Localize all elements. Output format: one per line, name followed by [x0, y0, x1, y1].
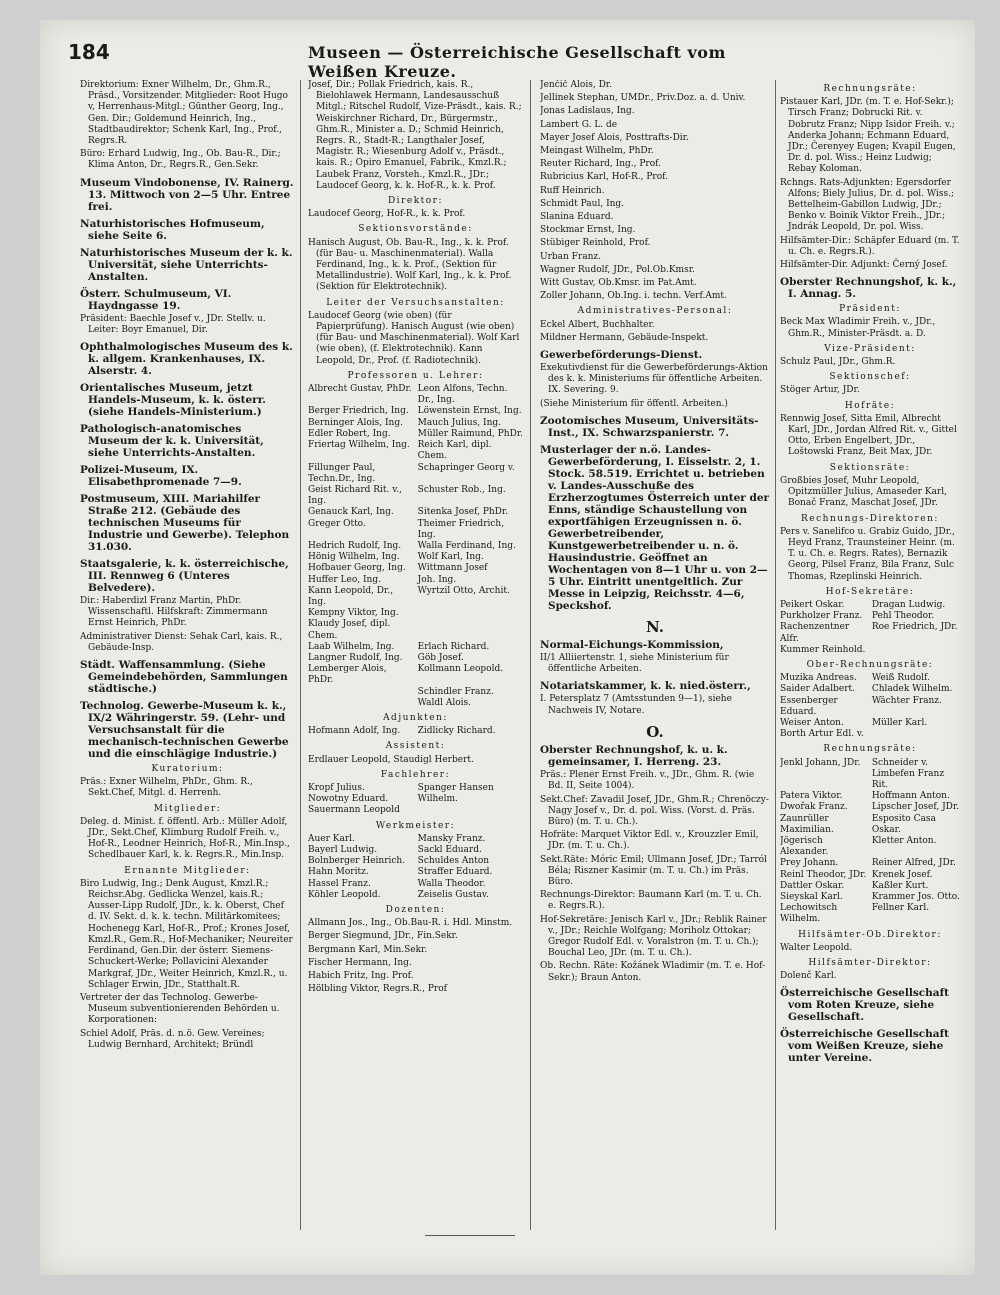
directory-entry: Administrativer Dienst: Sehak Carl, kais. R., Gebäude-Insp. [80, 631, 283, 653]
institution-heading: Musterlager der n.ö. Landes-Gewerbeförderung, I. Eisselstr. 2, 1. Stock. 58.519. Errichtet u. betrieben v. Landes-Ausschuße des Erzherzogtumes Österreich unter der Enns, ständige Schaustellung von exportfähigen Erzeugnissen n. ö. Gewerbetreibender, Kunstgewerbetreibender u. n. ö. Hausindustrie. Geöffnet an Wochentagen von 8—1 Uhr u. von 2—5 Uhr. Eintritt unentgeltlich. Zur Messe in Leipzig, Reichsstr. 4—6, Speckshof. [540, 443, 770, 612]
entry-name: Jenkl Johann, JDr. [780, 757, 861, 768]
directory-entry: Rubricius Karl, Hof-R., Prof. [540, 172, 669, 183]
section-label: Hof-Sekretäre: [825, 586, 915, 597]
name-pair-row [308, 541, 523, 552]
name-pair-row [780, 645, 960, 656]
letter-heading: N. [646, 617, 664, 636]
directory-entry: Schulz Paul, JDr., Ghm.R. [780, 357, 896, 368]
directory-entry: Jellinek Stephan, UMDr., Priv.Doz. a. d. Univ. [540, 93, 746, 104]
section-label: Ober-Rechnungsräte: [806, 659, 934, 670]
entry-name: Jögerisch Alexander. [780, 835, 829, 858]
entry-name: Löwenstein Ernst, Ing. [417, 406, 522, 417]
institution-heading: Naturhistorisches Hofmuseum, siehe Seite 6. [80, 217, 265, 242]
entry-name [872, 729, 960, 740]
name-pair-row [308, 783, 523, 794]
institution-heading: Oberster Rechnungshof, k. k., I. Annag. 5. [780, 276, 957, 301]
entry-name: Kaßler Kurt. [871, 880, 929, 891]
directory-entry: Dolenč Karl. [780, 971, 837, 982]
entry-name: Spanger Hansen [417, 782, 494, 793]
directory-entry: Bergmann Karl, Min.Sekr. [308, 944, 428, 955]
entry-name: Weiß Rudolf. [871, 673, 930, 684]
name-pair-row [780, 729, 960, 740]
section-label: Professoren u. Lehrer: [347, 370, 484, 381]
institution-heading: Museum Vindobonense, IV. Rainerg. 13. Mittwoch von 2—5 Uhr. Entree frei. [80, 176, 294, 213]
column-2 [308, 80, 523, 1250]
entry-name: Peikert Oskar. [780, 599, 845, 610]
name-pair-row [308, 406, 523, 417]
directory-entry: Präs.: Plener Ernst Freih. v., JDr., Ghm. R. (wie Bd. II, Seite 1004). [540, 770, 755, 792]
entry-name: Reinl Theodor, JDr. [780, 869, 867, 880]
column-divider [300, 80, 301, 1230]
directory-entry: Präs.: Exner Wilhelm, PhDr., Ghm. R., Sekt.Chef, Mitgl. d. Herrenh. [80, 777, 253, 799]
section-label: Fachlehrer: [380, 769, 451, 780]
entry-name: Bolnberger Heinrich. [308, 856, 406, 867]
name-pair-row [308, 698, 523, 709]
entry-name: Schuster Rob., Ing. [417, 484, 506, 495]
entry-name: Borth Artur Edl. v. [780, 729, 864, 740]
section-label: Adjunkten: [383, 712, 448, 723]
directory-entry: Josef, Dir.; Pollak Friedrich, kais. R., Bielohlawek Hermann, Landesausschuß Mitgl.; Ritschel Rudolf, Vize-Präsdt., kais. R.; Weiskirchner Richard, Dr., Bürgermstr., Ghm.R., Minister a. D.; Schmid Heinrich, Regrs. R., Stadt-R.; Langthaler Josef, Magistr. R.; Wiesenburg Adolf v., Präsdt., kais. R.; Opiro Emanuel, Fabrik., Kmzl.R.; Laubek Franz, Vorsteh., Kmzl.R., JDr.; Laudocef Georg, k. k. Hof-R., k. k. Prof. [308, 80, 522, 191]
entry-name: Klaudy Josef, dipl. Chem. [308, 619, 391, 641]
name-pair-row [308, 519, 523, 541]
name-pair-row [780, 684, 960, 695]
directory-entry: Allmann Jos., Ing., Ob.Bau-R. i. Hdl. Minstm. [308, 918, 513, 929]
column-1 [80, 80, 295, 1250]
entry-name [418, 805, 523, 816]
name-pair-row [308, 418, 523, 429]
entry-name: Schneider v. Limbefen Franz Rit. [871, 757, 945, 790]
entry-name: Dragan Ludwig. [871, 599, 946, 610]
directory-entry: Witt Gustav, Ob.Kmsr. im Pat.Amt. [540, 278, 697, 289]
institution-heading: Städt. Waffensammlung. (Siehe Gemeindebehörden, Sammlungen städtische.) [80, 659, 288, 696]
directory-entry: Berger Siegmund, JDr., Fin.Sekr. [308, 931, 458, 942]
section-label: Sektionsvorstände: [358, 224, 473, 235]
entry-name: Mauch Julius, Ing. [417, 417, 502, 428]
name-pair-row [308, 834, 523, 845]
entry-name: Kann Leopold, Dr., Ing. [308, 585, 394, 607]
entry-name: Göb Josef. [417, 652, 464, 663]
entry-name: Theimer Friedrich, Ing. [417, 518, 505, 540]
directory-entry: Deleg. d. Minist. f. öffentl. Arb.: Müller Adolf, JDr., Sekt.Chef, Klimburg Rudolf Freih. v., Hof-R., Leodner Heinrich, Hof-R., Min.Insp., Schedlbauer Karl, k. k. Regrs.R., Min.Insp. [80, 816, 290, 861]
directory-entry: Pistauer Karl, JDr. (m. T. e. Hof-Sekr.); Tirsch Franz; Dobrucki Rit. v. Dobrutz Franz; Nipp Isidor Freih. v.; Anderka Johann; Echmann Eduard, JDr.; Čerenyey Eugen; Kvapil Eugen, Dr. d. pol. Wiss.; Heinz Ludwig; Rebay Koloman. [780, 97, 956, 175]
entry-name: Fillunger Paul, Techn.Dr., Ing. [308, 462, 376, 484]
entry-name: Zidlicky Richard. [417, 726, 496, 737]
directory-entry: Hölbling Viktor, Regrs.R., Prof [308, 984, 447, 995]
directory-entry: Erdlauer Leopold, Staudigl Herbert. [308, 754, 474, 765]
directory-entry: Hanisch August, Ob. Bau-R., Ing., k. k. Prof. (für Bau- u. Maschinenmaterial). Walla Ferdinand, Ing., k. k. Prof., (Sektion für Metallindustrie). Wolf Karl, Ing., k. k. Prof. (Sektion für Elektrotechnik). [308, 237, 512, 293]
entry-name: Genauck Karl, Ing. [308, 507, 394, 518]
entry-name: Köhler Leopold. [308, 889, 381, 900]
directory-entry: Präsident: Baechle Josef v., JDr. Stellv. u. Leiter: Boyr Emanuel, Dir. [80, 313, 266, 335]
entry-name [308, 698, 413, 709]
name-pair-row [780, 858, 960, 869]
institution-heading: Österreichische Gesellschaft vom Weißen Kreuze, siehe unter Vereine. [780, 1028, 949, 1065]
entry-name: Prey Johann. [780, 858, 839, 869]
entry-name [872, 645, 960, 656]
name-pair-row [780, 718, 960, 729]
name-pair-row [780, 611, 960, 622]
directory-entry: Stockmar Ernst, Ing. [540, 225, 636, 236]
section-label: Hofräte: [844, 400, 896, 411]
section-label: Mitglieder: [153, 803, 222, 814]
institution-heading: Polizei-Museum, IX. Elisabethpromenade 7—9. [80, 464, 242, 489]
name-pair-row [308, 608, 523, 619]
entry-name: Chladek Wilhelm. [871, 684, 953, 695]
entry-name: Erlach Richard. [417, 641, 490, 652]
directory-entry: Laudocef Georg, Hof-R., k. k. Prof. [308, 209, 466, 220]
directory-entry: Sekt.Chef: Zavadil Josef, JDr., Ghm.R.; Chrenöczy-Nagy Josef v., Dr. d. pol. Wiss. (Vorst. d. Präs. Büro) (m. T. u. Ch.). [540, 794, 769, 827]
directory-entry: Laudocef Georg (wie oben) (für Papierprüfung). Hanisch August (wie oben) (für Bau- und Maschinenmaterial). Wolf Karl (wie oben), (f. Elektrotechnik). Kann Leopold, Dr., Prof. (f. Radiotechnik). [308, 310, 520, 366]
directory-entry: Ruff Heinrich. [540, 185, 605, 196]
footer-rule [425, 1235, 515, 1236]
directory-entry: Rechnungs-Direktor: Baumann Karl (m. T. u. Ch. e. Regrs.R.). [540, 890, 762, 912]
name-pair-row [308, 664, 523, 686]
name-pair-row [308, 642, 523, 653]
entry-name: Hahn Moritz. [308, 867, 369, 878]
entry-name: Hofmann Adolf, Ing. [308, 726, 401, 737]
column-divider [530, 80, 531, 1230]
directory-entry: Schmidt Paul, Ing. [540, 198, 625, 209]
directory-entry: Lambert G. L. de [540, 119, 618, 130]
institution-heading: Pathologisch-anatomisches Museum der k. k. Universität, siehe Unterrichts-Anstalten. [80, 423, 264, 460]
name-pair-row [780, 892, 960, 903]
entry-name [418, 608, 523, 619]
entry-name: Reiner Alfred, JDr. [871, 858, 956, 869]
name-pair-row [780, 836, 960, 858]
section-label: Präsident: [839, 304, 901, 315]
entry-name: Joh. Ing. [417, 574, 457, 585]
directory-entry: Wagner Rudolf, JDr., Pol.Ob.Kmsr. [540, 264, 695, 275]
entry-name: Dwořak Franz. [780, 802, 848, 813]
name-pair-row [308, 575, 523, 586]
entry-name: Sieyskal Karl. [780, 892, 843, 902]
institution-heading: Ophthalmologisches Museum des k. k. allgem. Krankenhauses, IX. Alserstr. 4. [80, 341, 293, 378]
directory-entry: Ob. Rechn. Räte: Kožánek Wladimir (m. T. e. Hof-Sekr.); Braun Anton. [540, 961, 766, 983]
column-4 [780, 80, 960, 1250]
directory-entry: Fischer Hermann, Ing. [308, 957, 412, 968]
directory-entry: Hof-Sekretäre: Jenisch Karl v., JDr.; Reblik Rainer v., JDr.; Reichle Wolfgang; Moriholz Ottokar; Gregor Rudolf Edl. v. Voralstron (m. T. u. Ch.); Bouchal Leo, JDr. (m. T. u. Ch.). [540, 914, 767, 959]
directory-entry: Sekt.Räte: Móric Emil; Ullmann Josef, JDr.; Tarról Béla; Riszner Kasimir (m. T. u. Ch.) im Präs. Büro. [540, 854, 767, 887]
running-title: Museen — Österreichische Gesellschaft vom Weißen Kreuze. [308, 43, 726, 81]
directory-entry: Großbies Josef, Muhr Leopold, Opitzmüller Julius, Amaseder Karl, Bonač Franz, Maschat Josef, JDr. [780, 475, 947, 509]
entry-name: Mansky Franz. [417, 833, 486, 844]
entry-name: Waldl Alois. [417, 697, 472, 708]
entry-name: Reich Karl, dipl. Chem. [417, 440, 492, 462]
name-pair-row [780, 814, 960, 836]
section-label: Kuratorium: [151, 764, 224, 775]
entry-name [418, 619, 523, 641]
directory-entry: Hilfsämter-Dir. Adjunkt: Černý Josef. [780, 260, 948, 271]
entry-name: Pehl Theodor. [871, 611, 935, 622]
section-label: Rechnungs-Direktoren: [801, 513, 939, 524]
section-label: Sektionschef: [829, 372, 911, 383]
name-pair-row [308, 890, 523, 901]
institution-heading: Notariatskammer, k. k. nied.österr., [540, 680, 751, 693]
entry-name: Schindler Franz. [417, 686, 494, 697]
section-label: Ernannte Mitglieder: [124, 865, 251, 876]
name-pair-row [308, 726, 523, 737]
document-page [40, 20, 975, 1275]
entry-name: Straffer Eduard. [417, 867, 493, 878]
section-label: Hilfsämter-Ob.Direktor: [798, 929, 942, 940]
directory-entry: I. Petersplatz 7 (Amtsstunden 9—1), siehe Nachweis IV, Notare. [540, 694, 732, 716]
directory-entry: Jenčič Alois, Dr. [540, 80, 612, 90]
section-label: Rechnungsräte: [823, 84, 917, 94]
directory-entry: Habich Fritz, Ing. Prof. [308, 971, 414, 982]
directory-entry: II/1 Alliiertenstr. 1, siehe Ministerium für öffentliche Arbeiten. [540, 653, 729, 675]
section-label: Leiter der Versuchsanstalten: [326, 297, 505, 308]
entry-name: Laab Wilhelm, Ing. [308, 641, 395, 652]
letter-heading: O. [646, 722, 664, 741]
entry-name: Purkholzer Franz. [780, 611, 863, 622]
name-pair-row [308, 384, 523, 406]
name-pair-row [308, 485, 523, 507]
directory-entry: Rchngs. Rats-Adjunkten: Egersdorfer Alfons; Biely Julius, Dr. d. pol. Wiss.; Bettelheim-Gabillon Ludwig, JDr.; Benko v. Boinik Viktor Freih., JDr.; Jndrák Leopold, Dr. pol. Wiss. [780, 177, 954, 233]
directory-entry: (Siehe Ministerium für öffentl. Arbeiten.) [540, 398, 728, 409]
section-label: Dozenten: [385, 905, 446, 916]
section-label: Vize-Präsident: [824, 343, 916, 354]
directory-entry: Biro Ludwig, Ing.; Denk August, Kmzl.R.; Reichsr.Abg. Gedlicka Wenzel, kais.R.; Ausser-Lipp Rudolf, JDr., k. k. Oberst, Chef d. IV. Sekt. d. k. k. techn. Militärkomitees; Hochenegg Karl, Hof-R., Prof.; Krones Josef, Kmzl.R., Gem.R., Hof-Mechaniker; Neureiter Ferdinand, Gen.Dir. der österr. Siemens-Schuckert-Werke; Pollavicini Alexander Markgraf, JDr., Weiter Heinrich, Kmzl.R., u. Schlager Erwin, JDr., Statthalt.R. [80, 878, 293, 990]
entry-name: Albrecht Gustav, PhDr. [308, 384, 412, 395]
entry-name: Hoffmann Anton. [871, 791, 950, 802]
entry-name: Schapringer Georg v. [417, 462, 515, 473]
entry-name: Lechowitsch Wilhelm. [780, 903, 838, 925]
name-pair-row [308, 586, 523, 608]
name-pair-row [308, 845, 523, 856]
directory-entry: Dir.: Haberdizl Franz Martin, PhDr. Wissenschaftl. Hilfskraft: Zimmermann Ernst Heinrich, PhDr. [80, 596, 268, 629]
directory-entry: Stöger Artur, JDr. [780, 385, 860, 396]
directory-entry: Beck Max Wladimir Freih. v., JDr., Ghm.R., Minister-Präsdt. a. D. [780, 317, 936, 339]
name-pair-row [780, 622, 960, 644]
institution-heading: Gewerbeförderungs-Dienst. [540, 349, 703, 362]
entry-name: Krenek Josef. [871, 869, 933, 880]
institution-heading: Österr. Schulmuseum, VI. Haydngasse 19. [80, 287, 232, 312]
section-label: Assistent: [385, 741, 446, 752]
entry-name: Wyrtzil Otto, Archit. [417, 585, 510, 596]
page-number: 184 [68, 40, 110, 64]
entry-name: Walla Ferdinand, Ing. [417, 540, 516, 551]
entry-name: Bayerl Ludwig. [308, 845, 378, 855]
entry-name: Roe Friedrich, JDr. [871, 622, 958, 633]
name-pair-row [308, 879, 523, 890]
section-label: Direktor: [387, 196, 444, 207]
name-pair-row [780, 881, 960, 892]
name-pair-row [780, 600, 960, 611]
name-pair-row [308, 563, 523, 574]
entry-name: Dattler Oskar. [780, 880, 845, 891]
institution-heading: Staatsgalerie, k. k. österreichische, III. Rennweg 6 (Unteres Belvedere). [80, 558, 289, 595]
directory-entry: Pers v. Sanelifco u. Grabiz Guido, JDr., Heyd Franz, Traunsteiner Heinr. (m. T. u. Ch. e. Regrs. Rates), Bernazik Georg, Pilsel Franz, Bila Franz, Sulc Thomas, Rzeplinski Heinrich. [780, 526, 955, 582]
directory-entry: Exekutivdienst für die Gewerbeförderungs-Aktion des k. k. Ministeriums für öffentliche Arbeiten. IX. Severing. 9. [540, 363, 768, 396]
name-pair-row [308, 429, 523, 440]
name-pair-row [780, 758, 960, 792]
entry-name: Berger Friedrich, Ing. [308, 406, 409, 417]
entry-name: Kempny Viktor, Ing. [308, 608, 399, 619]
entry-name: Huffer Leo, Ing. [308, 574, 381, 585]
name-pair-row [308, 653, 523, 664]
directory-entry: Büro: Erhard Ludwig, Ing., Ob. Bau-R., Dir.; Klima Anton, Dr., Regrs.R., Gen.Sekr. [80, 149, 281, 171]
entry-name: Müller Raimund, PhDr. [417, 428, 523, 439]
entry-name: Krammer Jos. Otto. [871, 892, 960, 902]
entry-name: Patera Viktor. [780, 791, 843, 802]
name-pair-row [308, 794, 523, 805]
directory-entry: Zoller Johann, Ob.Ing. i. techn. Verf.Amt. [540, 291, 727, 302]
institution-heading: Postmuseum, XIII. Mariahilfer Straße 212. (Gebäude des technischen Museums für Industrie und Gewerbe). Telephon 31.030. [80, 493, 290, 554]
directory-entry: Schiel Adolf, Präs. d. n.ö. Gew. Vereines; Ludwig Bernhard, Architekt; Bründl [80, 1028, 265, 1050]
entry-name: Fellner Karl. [871, 903, 930, 914]
page-header [68, 40, 768, 80]
entry-name: Müller Karl. [871, 717, 928, 728]
directory-entry: Mildner Hermann, Gebäude-Inspekt. [540, 332, 709, 343]
entry-name: Lemberger Alois, PhDr. [308, 664, 387, 686]
entry-name: Wilhelm. [417, 794, 458, 805]
name-pair-row [780, 673, 960, 684]
entry-name: Auer Karl. [308, 833, 355, 844]
entry-name: Sitenka Josef, PhDr. [417, 507, 509, 518]
entry-name: Nowotny Eduard. [308, 794, 389, 805]
name-pair-row [780, 802, 960, 813]
entry-name [308, 687, 413, 698]
entry-name: Esposito Casa Oskar. [871, 813, 936, 835]
entry-name: Kropf Julius. [308, 782, 365, 793]
section-label: Rechnungsräte: [823, 744, 917, 755]
directory-entry: Hilfsämter-Dir.: Schäpfer Eduard (m. T. u. Ch. e. Regrs.R.). [780, 235, 960, 257]
directory-entry: Direktorium: Exner Wilhelm, Dr., Ghm.R., Präsd., Vorsitzender. Mitglieder: Root Hugo v, Herrenhaus-Mitgl.; Günther Georg, Ing., Gen. Dir.; Goldemund Heinrich, Ing., Stadtbaudirektor; Schenk Karl, Ing., Prof., Regrs.R. [80, 80, 288, 147]
entry-name: Walla Theodor. [417, 878, 486, 889]
entry-name: Hönig Wilhelm, Ing. [308, 552, 400, 563]
entry-name: Sackl Eduard. [417, 845, 482, 855]
directory-entry: Reuter Richard, Ing., Prof. [540, 159, 661, 170]
entry-name: Berninger Alois, Ing. [308, 417, 403, 428]
directory-entry: Meingast Wilhelm, PhDr. [540, 146, 654, 157]
entry-name: Lipscher Josef, JDr. [871, 802, 960, 813]
entry-name: Hassel Franz. [308, 878, 371, 889]
name-pair-row [308, 805, 523, 816]
directory-entry: Slanina Eduard. [540, 212, 614, 223]
name-pair-row [308, 856, 523, 867]
name-pair-row [308, 867, 523, 878]
directory-entry: Walter Leopold. [780, 942, 853, 953]
entry-name: Wächter Franz. [871, 695, 942, 706]
directory-entry: Hofräte: Marquet Viktor Edl. v., Krouzzler Emil, JDr. (m. T. u. Ch.). [540, 830, 759, 852]
name-pair-row [308, 507, 523, 518]
entry-name: Kletter Anton. [871, 835, 937, 846]
directory-entry: Stübiger Reinhold, Prof. [540, 238, 651, 249]
entry-name: Hofbauer Georg, Ing. [308, 563, 406, 574]
institution-heading: Orientalisches Museum, jetzt Handels-Museum, k. k. österr. (siehe Handels-Ministerium.) [80, 382, 266, 419]
institution-heading: Oberster Rechnungshof, k. u. k. gemeinsamer, I. Herreng. 23. [540, 744, 728, 769]
institution-heading: Technolog. Gewerbe-Museum k. k., IX/2 Währingerstr. 59. (Lehr- und Versuchsanstalt für die mechanisch-technischen Gewerbe und die einschlägige Industrie.) [80, 700, 289, 761]
entry-name: Geist Richard Rit. v., Ing. [308, 484, 403, 507]
entry-name: Hedrich Rudolf, Ing. [308, 540, 402, 551]
section-label: Werkmeister: [375, 820, 456, 831]
institution-heading: Österreichische Gesellschaft vom Roten Kreuze, siehe Gesellschaft. [780, 987, 949, 1024]
entry-name: Langner Rudolf, Ing. [308, 652, 403, 663]
name-pair-row [308, 552, 523, 563]
name-pair-row [780, 791, 960, 802]
name-pair-row [308, 440, 523, 462]
entry-name: Sauermann Leopold [308, 805, 400, 816]
entry-name: Saider Adalbert. [780, 684, 856, 695]
directory-entry: Mayer Josef Alois, Posttrafts-Dir. [540, 132, 689, 143]
entry-name: Wittmann Josef [417, 563, 488, 574]
entry-name: Weiser Anton. [780, 717, 844, 728]
column-3 [540, 80, 770, 1250]
entry-name: Zaunrüller Maximilian. [780, 813, 834, 835]
directory-entry: Urban Franz. [540, 251, 601, 262]
entry-name: Friertag Wilhelm, Ing. [308, 440, 410, 451]
directory-entry: Jonas Ladislaus, Ing. [540, 106, 635, 117]
name-pair-row [308, 619, 523, 641]
entry-name: Schuldes Anton [417, 856, 490, 867]
section-label: Hilfsämter-Direktor: [808, 958, 932, 969]
name-pair-row [780, 870, 960, 881]
entry-name: Wolf Karl, Ing. [417, 552, 484, 563]
directory-entry: Rennwig Josef, Sitta Emil, Albrecht Karl, JDr., Jordan Alfred Rit. v., Gittel Otto, Erben Engelbert, JDr., Loštowski Franz, Beit Max, JDr. [780, 413, 957, 458]
entry-name: Essenberger Eduard. [780, 695, 838, 717]
entry-name: Rachenzentner Alfr. [780, 622, 850, 644]
name-pair-row [780, 696, 960, 718]
institution-heading: Zootomisches Museum, Universitäts-Inst., IX. Schwarzspanierstr. 7. [540, 414, 759, 439]
entry-name: Greger Otto. [308, 518, 366, 529]
entry-name: Kollmann Leopold. [417, 664, 504, 675]
entry-name: Edler Robert, Ing. [308, 428, 391, 439]
entry-name: Zeiselis Gustav. [417, 889, 489, 900]
entry-name: Leon Alfons, Techn. Dr., Ing. [417, 384, 508, 406]
name-pair-row [308, 687, 523, 698]
directory-entry: Vertreter der das Technolog. Gewerbe-Museum subventionierenden Behörden u. Korporationen: [80, 992, 280, 1026]
institution-heading: Naturhistorisches Museum der k. k. Universität, siehe Unterrichts-Anstalten. [80, 246, 293, 283]
institution-heading: Normal-Eichungs-Kommission, [540, 639, 724, 652]
section-label: Sektionsräte: [829, 462, 911, 473]
column-divider [775, 80, 776, 1230]
name-pair-row [780, 903, 960, 925]
directory-entry: Eckel Albert, Buchhalter. [540, 319, 655, 330]
entry-name: Muzika Andreas. [780, 673, 857, 684]
entry-name: Kummer Reinhold. [780, 644, 866, 655]
name-pair-row [308, 463, 523, 485]
section-label: Administratives-Personal: [577, 306, 733, 317]
